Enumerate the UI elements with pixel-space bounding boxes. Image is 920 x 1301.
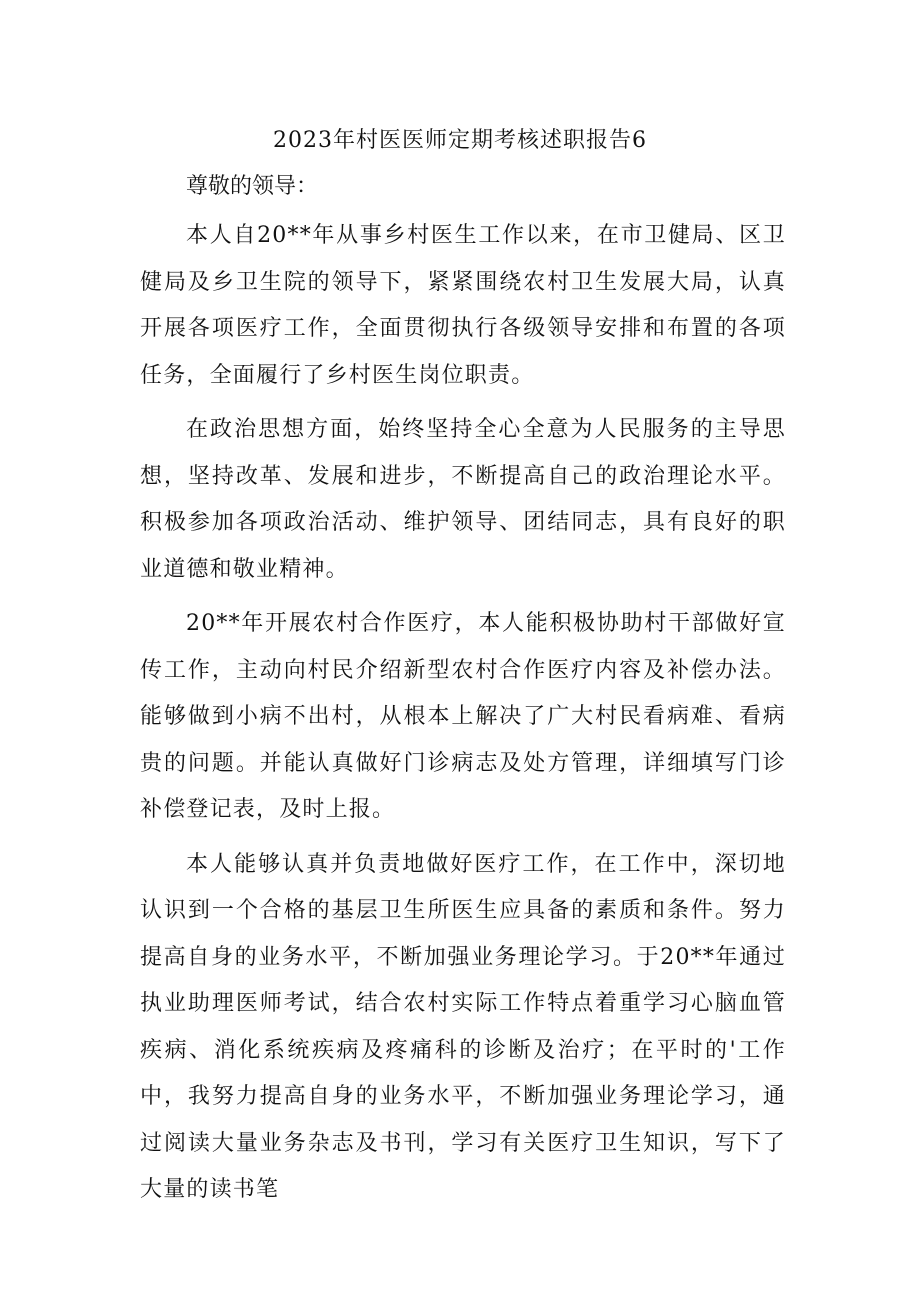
paragraph-political: 在政治思想方面，始终坚持全心全意为人民服务的主导思想，坚持改革、发展和进步，不断提高自己的政治理论水平。积极参加各项政治活动、维护领导、团结同志，具有良好的职业道德和敬业精神。 bbox=[140, 417, 786, 582]
paragraph-cooperative-medical: 20**年开展农村合作医疗，本人能积极协助村干部做好宣传工作，主动向村民介绍新型农村合作医疗内容及补偿办法。能够做到小病不出村，从根本上解决了广大村民看病难、看病贵的问题。并能认真做好门诊病志及处方管理，详细填写门诊补偿登记表，及时上报。 bbox=[140, 611, 786, 822]
document-body bbox=[140, 213, 786, 1222]
paragraph-medical-work: 本人能够认真并负责地做好医疗工作，在工作中，深切地认识到一个合格的基层卫生所医生应具备的素质和条件。努力提高自身的业务水平，不断加强业务理论学习。于20**年通过执业助理医师考试，结合农村实际工作特点着重学习心脑血管疾病、消化系统疾病及疼痛科的诊断及治疗；在平时的'工作中，我努力提高自身的业务水平，不断加强业务理论学习，通过阅读大量业务杂志及书刊，学习有关医疗卫生知识，写下了大量的读书笔 bbox=[140, 851, 786, 1202]
salutation: 尊敬的领导： bbox=[186, 174, 319, 199]
document-title: 2023年村医医师定期考核述职报告6 bbox=[273, 128, 647, 153]
paragraph-intro: 本人自20**年从事乡村医生工作以来，在市卫健局、区卫健局及乡卫生院的领导下，紧紧围绕农村卫生发展大局，认真开展各项医疗工作，全面贯彻执行各级领导安排和布置的各项任务，全面履行了乡村医生岗位职责。 bbox=[140, 223, 786, 388]
